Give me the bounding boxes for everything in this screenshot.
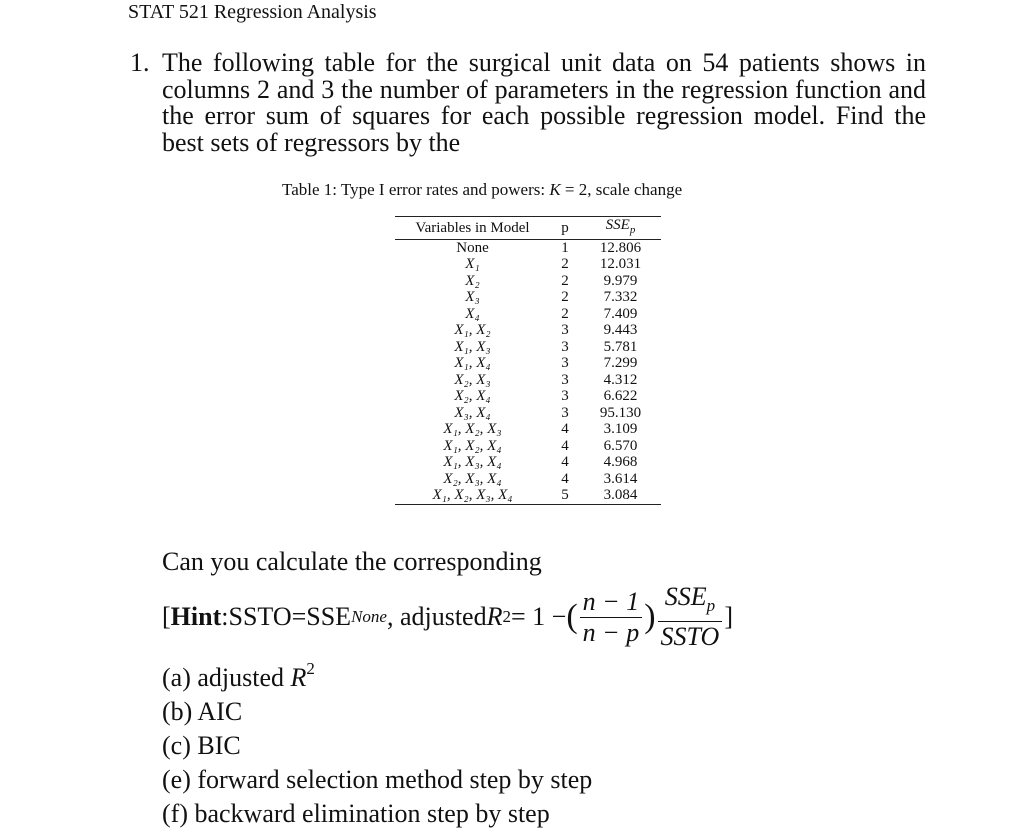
hint-open-bracket: [ <box>162 602 171 631</box>
cell-p: 5 <box>561 487 569 503</box>
cell-sse: 7.299 <box>603 355 638 371</box>
table-row <box>395 372 661 389</box>
cell-p: 1 <box>561 239 569 256</box>
cell-p: 4 <box>561 470 569 487</box>
cell-p: 2 <box>561 256 569 272</box>
hint-rparen: ) <box>644 598 656 635</box>
table-row <box>395 355 661 372</box>
cell-sse: 7.332 <box>603 289 638 305</box>
hint-mid: , adjusted <box>386 602 487 631</box>
hint-close-bracket: ] <box>724 602 733 631</box>
cell-sse: 95.130 <box>599 404 642 421</box>
option-a-sup: 2 <box>306 659 315 678</box>
option-a-math: R <box>290 663 307 692</box>
header-sse <box>580 217 661 240</box>
option-a-label: (a) adjusted <box>162 663 291 692</box>
header-p: p <box>561 219 569 236</box>
cell-p: 3 <box>561 388 569 404</box>
fraction-n-denominator: n − p <box>580 617 643 648</box>
cell-p: 3 <box>561 338 569 355</box>
cell-sse: 9.979 <box>603 272 638 289</box>
cell-p: 3 <box>561 322 569 338</box>
table-row <box>395 273 661 290</box>
cell-sse: 9.443 <box>603 322 638 338</box>
cell-sse: 4.312 <box>603 371 638 388</box>
option-a <box>162 652 592 695</box>
header-variables: Variables in Model <box>415 219 530 236</box>
table-header-row <box>395 217 661 240</box>
table-row <box>395 388 661 405</box>
caption-math: K <box>549 180 561 199</box>
hint-r-sup: 2 <box>502 607 511 626</box>
hint-r: R <box>486 602 503 631</box>
fraction-n <box>580 587 643 648</box>
cell-variables: X₁, X₂, X₄ <box>443 437 502 454</box>
problem-text: The following table for the surgical unit data on 54 patients shows in columns 2 and 3 the number of parameters in the regression function and the error sum of squares for each possible regression model. Find the best sets of regressors by the <box>162 48 926 157</box>
cell-p: 3 <box>561 404 569 421</box>
cell-sse: 6.570 <box>603 437 638 454</box>
cell-variables: X₂, X₃ <box>454 371 491 388</box>
cell-sse: 5.781 <box>603 338 638 355</box>
cell-variables: X₃, X₄ <box>454 404 491 421</box>
table-row <box>395 289 661 306</box>
cell-p: 3 <box>561 355 569 371</box>
option-b: (b) AIC <box>162 697 243 726</box>
cell-sse: 4.968 <box>603 454 638 470</box>
page-header-title: STAT 521 Regression Analysis <box>128 1 377 23</box>
cell-p: 4 <box>561 421 569 437</box>
fraction-sse-denominator: SSTO <box>658 621 723 652</box>
fraction-sse <box>658 582 723 652</box>
header-sse-sub: p <box>629 224 636 236</box>
hint-eq: = 1 − <box>511 602 567 631</box>
cell-variables: X₁, X₂, X₃ <box>443 421 502 437</box>
cell-p: 2 <box>561 305 569 322</box>
cell-sse: 3.109 <box>603 421 638 437</box>
option-e: (e) forward selection method step by step <box>162 765 593 794</box>
question-text: Can you calculate the corresponding <box>162 547 542 576</box>
cell-sse: 12.806 <box>599 239 642 256</box>
cell-sse: 6.622 <box>603 388 638 404</box>
table-row <box>395 471 661 488</box>
fraction-sse-numerator-sub: p <box>706 596 716 615</box>
hint-colon: : <box>221 602 229 631</box>
cell-variables: X₁, X₃ <box>454 338 491 355</box>
cell-p: 2 <box>561 272 569 289</box>
caption-suffix: = 2, scale change <box>560 180 683 199</box>
table-row <box>395 306 661 323</box>
cell-variables: X₄ <box>465 305 480 322</box>
cell-variables: X₁, X₄ <box>454 355 491 371</box>
cell-variables: X₂, X₄ <box>454 388 491 404</box>
table-row <box>395 256 661 273</box>
cell-variables: X₂, X₃, X₄ <box>443 470 502 487</box>
table-row <box>395 339 661 356</box>
cell-sse: 3.084 <box>603 487 638 503</box>
table-caption <box>282 180 682 200</box>
table-row <box>395 421 661 438</box>
problem-1 <box>130 50 926 156</box>
cell-sse: 12.031 <box>599 256 642 272</box>
table-row <box>395 454 661 471</box>
table-row <box>395 405 661 422</box>
cell-p: 4 <box>561 454 569 470</box>
option-f: (f) backward elimination step by step <box>162 799 550 828</box>
header-sse-text: SSE <box>605 217 630 233</box>
cell-p: 3 <box>561 371 569 388</box>
answer-options <box>162 652 592 831</box>
cell-variables: X₁, X₂, X₃, X₄ <box>432 487 513 503</box>
cell-p: 4 <box>561 437 569 454</box>
caption-prefix: Table 1: Type I error rates and powers: <box>282 180 550 199</box>
table-row <box>395 322 661 339</box>
cell-variables: None <box>456 239 489 256</box>
hint-label: Hint <box>170 602 222 631</box>
option-c: (c) BIC <box>162 731 241 760</box>
cell-sse: 7.409 <box>603 305 638 322</box>
cell-sse: 3.614 <box>603 470 638 487</box>
cell-variables: X₁ <box>465 256 480 272</box>
hint-formula <box>162 582 733 652</box>
table-row <box>395 438 661 455</box>
fraction-sse-numerator-text: SSE <box>664 582 707 611</box>
table-row <box>395 239 661 256</box>
cell-p: 2 <box>561 289 569 305</box>
cell-variables: X₃ <box>465 289 480 305</box>
hint-ssto: SSTO=SSE <box>228 602 352 631</box>
table-body <box>395 239 661 504</box>
problem-number: 1. <box>130 48 150 77</box>
hint-lparen: ( <box>566 598 578 635</box>
cell-variables: X₁, X₃, X₄ <box>443 454 502 470</box>
cell-variables: X₂ <box>465 272 480 289</box>
fraction-sse-numerator <box>662 582 718 621</box>
fraction-n-numerator: n − 1 <box>582 586 640 616</box>
cell-variables: X₁, X₂ <box>454 322 491 338</box>
table-row <box>395 487 661 504</box>
regression-models-table <box>395 216 661 505</box>
hint-ssto-sub: None <box>351 607 387 626</box>
